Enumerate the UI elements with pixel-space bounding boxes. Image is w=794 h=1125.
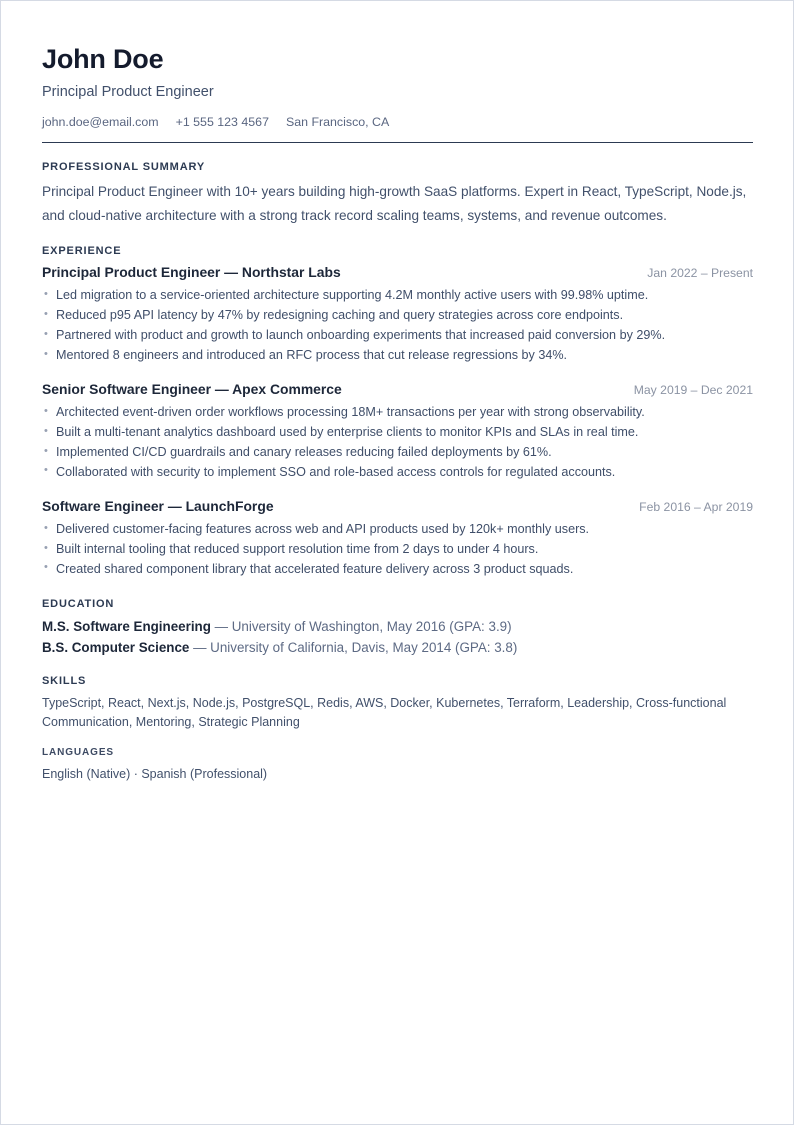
section-heading-education: EDUCATION xyxy=(42,597,115,610)
experience-item xyxy=(42,381,753,483)
header-divider xyxy=(42,142,753,143)
experience-role: Principal Product Engineer — Northstar Labs xyxy=(42,263,341,280)
education-degree: M.S. Software Engineering xyxy=(42,618,211,634)
experience-bullet: • Mentored 8 engineers and introduced an RFC process that cut release regressions by 34%. xyxy=(42,346,753,366)
section-heading-skills: SKILLS xyxy=(42,675,87,688)
contact-phone[interactable]: +1 555 123 4567 xyxy=(175,115,269,130)
section-heading-languages: LANGUAGES xyxy=(42,747,114,759)
section-heading-summary: PROFESSIONAL SUMMARY xyxy=(42,161,206,174)
section-education xyxy=(42,598,753,659)
experience-bullet: • Built a multi-tenant analytics dashboard used by enterprise clients to monitor KPIs and SLAs in real time. xyxy=(42,423,753,443)
experience-bullet: • Implemented CI/CD guardrails and canary releases reducing failed deployments by 61%. xyxy=(42,443,753,463)
experience-bullet: • Collaborated with security to implement SSO and role-based access controls for regulated accounts. xyxy=(42,463,753,483)
education-details: — University of California, Davis, May 2014 (GPA: 3.8) xyxy=(189,639,518,655)
experience-bullet: • Partnered with product and growth to launch onboarding experiments that increased paid conversion by 29%. xyxy=(42,326,753,346)
experience-bullet: • Delivered customer-facing features across web and API products used by 120k+ monthly users. xyxy=(42,520,753,540)
education-details: — University of Washington, May 2016 (GPA: 3.9) xyxy=(210,618,512,634)
education-degree: B.S. Computer Science xyxy=(42,639,190,655)
experience-bullet: • Built internal tooling that reduced support resolution time from 2 days to under 4 hours. xyxy=(42,540,753,560)
experience-bullets xyxy=(42,286,753,366)
section-languages xyxy=(42,747,753,784)
section-professional-summary xyxy=(42,161,753,227)
experience-item xyxy=(42,498,753,580)
experience-header xyxy=(42,381,753,398)
skills-text: TypeScript, React, Next.js, Node.js, PostgreSQL, Redis, AWS, Docker, Kubernetes, Terraform, Leadership, Cross-functional Communication, Mentoring, Strategic Planning xyxy=(42,696,727,730)
experience-header xyxy=(42,498,753,515)
experience-dates: Feb 2016 – Apr 2019 xyxy=(639,499,753,514)
experience-item xyxy=(42,264,753,366)
section-skills xyxy=(42,675,753,732)
experience-dates: Jan 2022 – Present xyxy=(647,265,753,280)
experience-role: Software Engineer — LaunchForge xyxy=(42,497,274,514)
experience-header xyxy=(42,264,753,281)
contact-location: San Francisco, CA xyxy=(285,115,390,130)
candidate-title: Principal Product Engineer xyxy=(42,83,214,100)
experience-dates: May 2019 – Dec 2021 xyxy=(633,382,753,397)
education-item xyxy=(42,638,753,659)
experience-bullets xyxy=(42,403,753,483)
languages-text: English (Native) · Spanish (Professional) xyxy=(42,767,268,782)
experience-bullet: • Reduced p95 API latency by 47% by redesigning caching and query strategies across core endpoints. xyxy=(42,306,753,326)
resume-content xyxy=(1,1,793,784)
experience-bullet: • Architected event-driven order workflows processing 18M+ transactions per year with strong observability. xyxy=(42,403,753,423)
resume-header xyxy=(42,45,753,143)
contact-email[interactable]: john.doe@email.com xyxy=(42,115,159,130)
experience-role: Senior Software Engineer — Apex Commerce xyxy=(42,380,342,397)
section-heading-experience: EXPERIENCE xyxy=(42,244,122,257)
section-experience xyxy=(42,245,753,580)
experience-bullet: • Created shared component library that accelerated feature delivery across 3 product squads. xyxy=(42,560,753,580)
contact-row xyxy=(42,114,753,130)
experience-bullet: • Led migration to a service-oriented architecture supporting 4.2M monthly active users with 99.98% uptime. xyxy=(42,286,753,306)
summary-text: Principal Product Engineer with 10+ years building high-growth SaaS platforms. Expert in React, TypeScript, Node.js, and cloud-native architecture with a strong track record scaling teams, systems, and revenue outcomes. xyxy=(42,184,747,223)
experience-bullets xyxy=(42,520,753,580)
candidate-name: John Doe xyxy=(42,44,164,74)
education-item xyxy=(42,617,753,638)
